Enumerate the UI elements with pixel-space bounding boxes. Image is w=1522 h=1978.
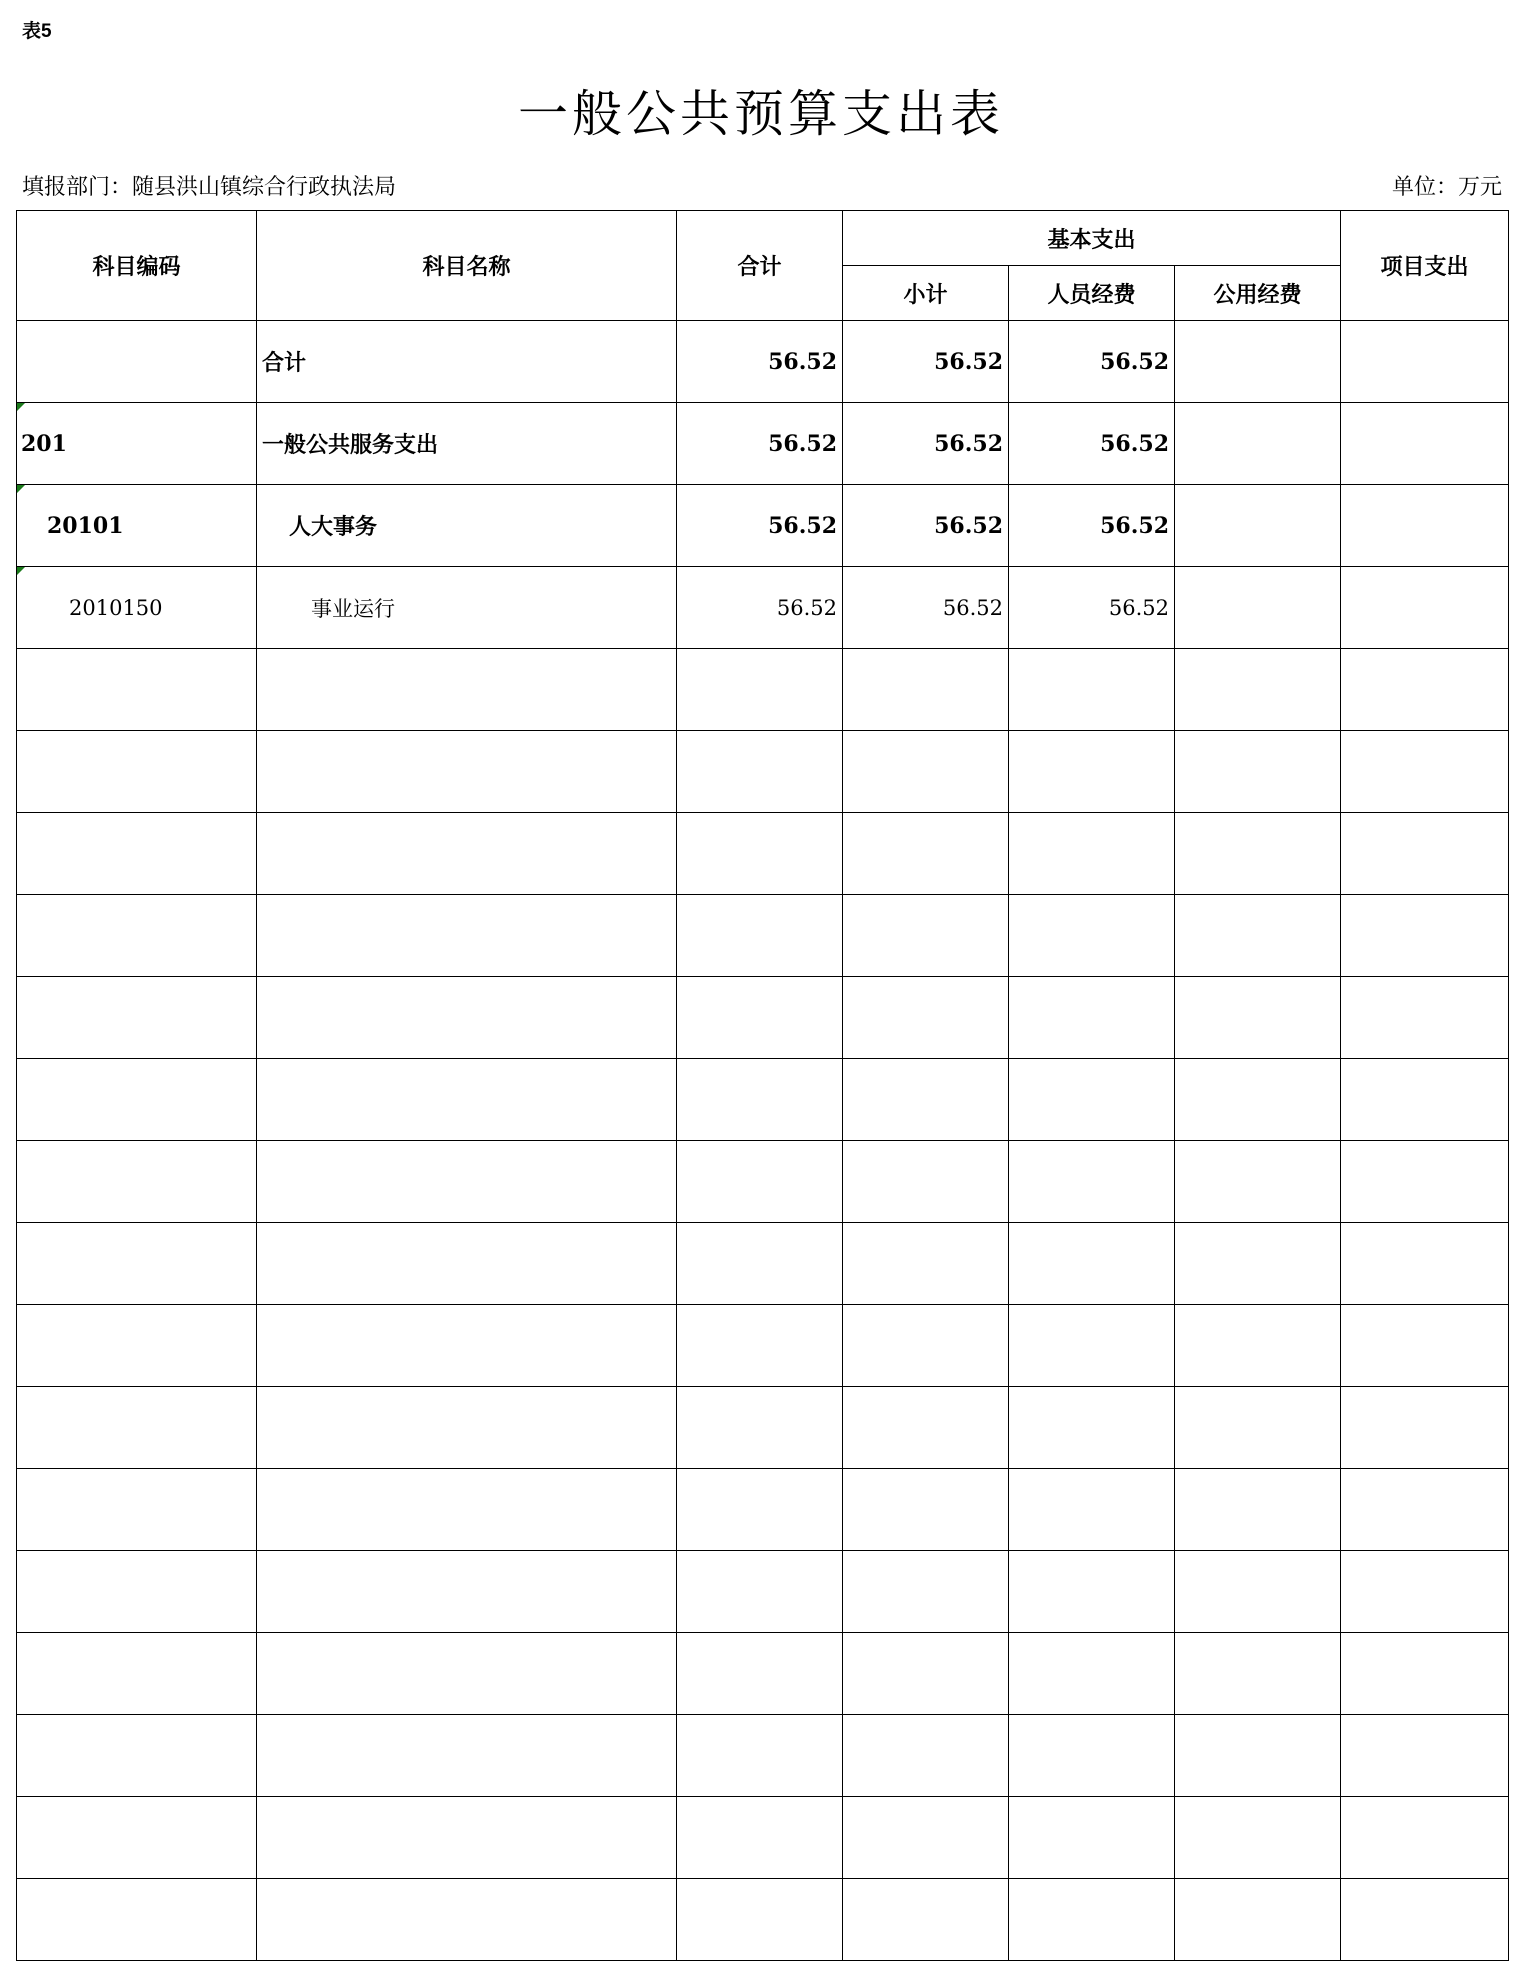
header-personnel: 人员经费 — [1009, 266, 1175, 321]
cell-public — [1175, 403, 1341, 485]
cell-total: 56.52 — [677, 485, 843, 567]
cell-name: 合计 — [257, 321, 677, 403]
cell-subtotal: 56.52 — [843, 403, 1009, 485]
cell-subtotal: 56.52 — [843, 485, 1009, 567]
cell-public — [1175, 485, 1341, 567]
empty-row — [17, 1305, 1509, 1387]
cell-code — [17, 485, 257, 567]
budget-table — [16, 210, 1509, 1961]
header-public: 公用经费 — [1175, 266, 1341, 321]
cell-subtotal: 56.52 — [843, 567, 1009, 649]
cell-marker-icon — [17, 403, 25, 411]
cell-personnel: 56.52 — [1009, 485, 1175, 567]
cell-marker-icon — [17, 567, 25, 575]
table-number: 表5 — [22, 21, 52, 42]
header-project: 项目支出 — [1341, 211, 1509, 321]
cell-personnel: 56.52 — [1009, 567, 1175, 649]
cell-personnel: 56.52 — [1009, 403, 1175, 485]
empty-row — [17, 895, 1509, 977]
header-basic: 基本支出 — [843, 211, 1341, 266]
cell-subtotal: 56.52 — [843, 321, 1009, 403]
unit-label: 单位：万元 — [1391, 175, 1502, 200]
empty-row — [17, 1551, 1509, 1633]
cell-name: 人大事务 — [257, 485, 677, 567]
empty-row — [17, 1387, 1509, 1469]
cell-total: 56.52 — [677, 403, 843, 485]
table-row — [17, 485, 1509, 567]
header-code: 科目编码 — [17, 211, 257, 321]
cell-code — [17, 403, 257, 485]
table-row — [17, 403, 1509, 485]
cell-code — [17, 321, 257, 403]
header-subtotal: 小计 — [843, 266, 1009, 321]
empty-row — [17, 1879, 1509, 1961]
empty-row — [17, 1141, 1509, 1223]
cell-public — [1175, 567, 1341, 649]
cell-personnel: 56.52 — [1009, 321, 1175, 403]
cell-code-text: 201 — [21, 430, 67, 457]
header-name: 科目名称 — [257, 211, 677, 321]
cell-code-text: 20101 — [47, 512, 124, 539]
cell-code — [17, 567, 257, 649]
cell-project — [1341, 485, 1509, 567]
cell-total: 56.52 — [677, 321, 843, 403]
department-label: 填报部门：随县洪山镇综合行政执法局 — [22, 175, 397, 200]
empty-row — [17, 1797, 1509, 1879]
page-title: 一般公共预算支出表 — [518, 85, 1004, 143]
cell-project — [1341, 321, 1509, 403]
empty-row — [17, 649, 1509, 731]
cell-project — [1341, 403, 1509, 485]
empty-row — [17, 1715, 1509, 1797]
table-row — [17, 321, 1509, 403]
table-row — [17, 567, 1509, 649]
header-total: 合计 — [677, 211, 843, 321]
empty-row — [17, 731, 1509, 813]
cell-total: 56.52 — [677, 567, 843, 649]
empty-row — [17, 1059, 1509, 1141]
empty-row — [17, 1223, 1509, 1305]
empty-row — [17, 1469, 1509, 1551]
cell-name: 一般公共服务支出 — [257, 403, 677, 485]
cell-project — [1341, 567, 1509, 649]
empty-row — [17, 1633, 1509, 1715]
cell-public — [1175, 321, 1341, 403]
cell-code-text: 2010150 — [69, 595, 163, 620]
empty-row — [17, 813, 1509, 895]
empty-row — [17, 977, 1509, 1059]
cell-marker-icon — [17, 485, 25, 493]
cell-name: 事业运行 — [257, 567, 677, 649]
